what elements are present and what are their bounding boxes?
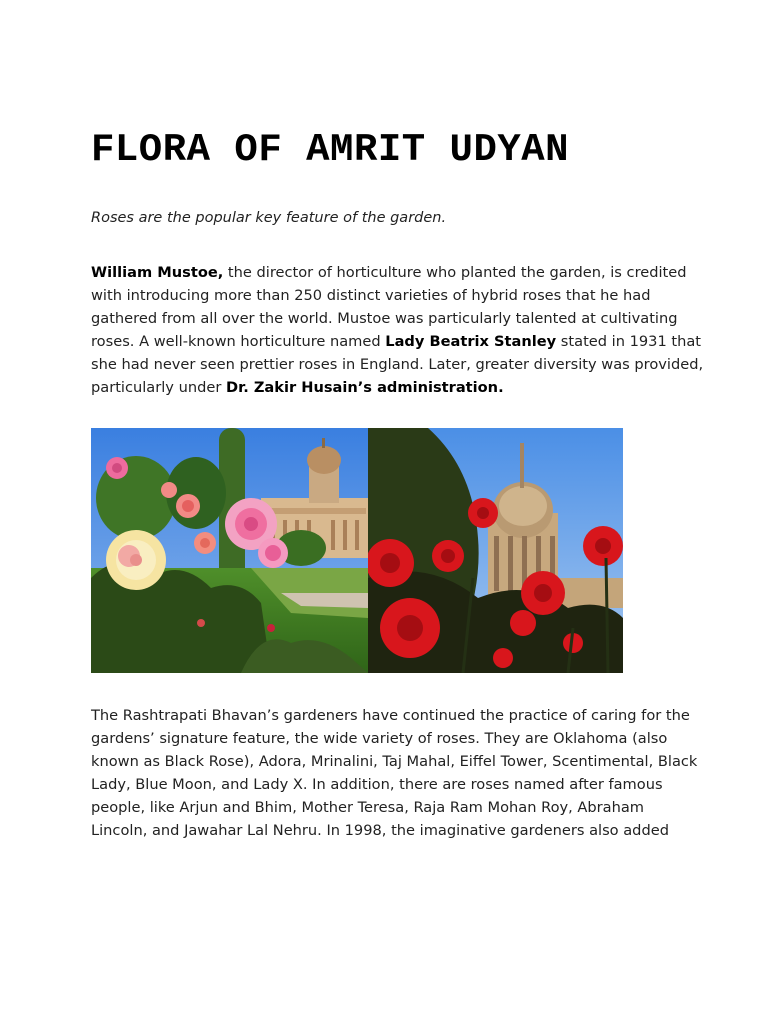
paragraph-line: she had never seen prettier roses in England. Later, greater diversity was provided, [91,356,704,373]
page-title: FLORA OF AMRIT UDYAN [91,128,570,172]
paragraph-intro [91,261,704,399]
paragraph-line [91,330,702,353]
paragraph-line: with introducing more than 250 distinct varieties of hybrid roses that he had [91,287,651,304]
paragraph-line: The Rashtrapati Bhavan’s gardeners have continued the practice of caring for the [91,707,690,724]
bold-name: William Mustoe, [91,264,224,281]
paragraph-line: gathered from all over the world. Mustoe was particularly talented at cultivating [91,310,678,327]
paragraph-line: Lincoln, and Jawahar Lal Nehru. In 1998, the imaginative gardeners also added [91,822,669,839]
text-span: stated in 1931 that [556,333,702,350]
paragraph-line: people, like Arjun and Bhim, Mother Teresa, Raja Ram Mohan Roy, Abraham [91,799,645,816]
pink-roses-garden-photo [91,428,368,673]
text-span: the director of horticulture who planted the garden, is credited [223,264,687,281]
photo-pink-yellow-roses-garden-icon [91,428,368,673]
bold-name: Lady Beatrix Stanley [385,333,557,350]
subtitle: Roses are the popular key feature of the garden. [91,210,447,226]
paragraph-line [91,261,687,284]
red-roses-dome-photo [368,428,623,673]
paragraph-line [91,376,687,399]
rose-photos [91,428,623,673]
paragraph-line: gardens’ signature feature, the wide variety of roses. They are Oklahoma (also [91,730,668,747]
paragraph-line: known as Black Rose), Adora, Mrinalini, Taj Mahal, Eiffel Tower, Scentimental, Black [91,753,698,770]
text-span: particularly under [91,379,226,396]
photo-red-roses-dome-icon [368,428,623,673]
text-span: roses. A well-known horticulture named [91,333,386,350]
paragraph-line: Lady, Blue Moon, and Lady X. In addition, there are roses named after famous [91,776,663,793]
bold-name: Dr. Zakir Husain’s administration. [225,379,504,396]
paragraph-rose-varieties [91,704,698,842]
